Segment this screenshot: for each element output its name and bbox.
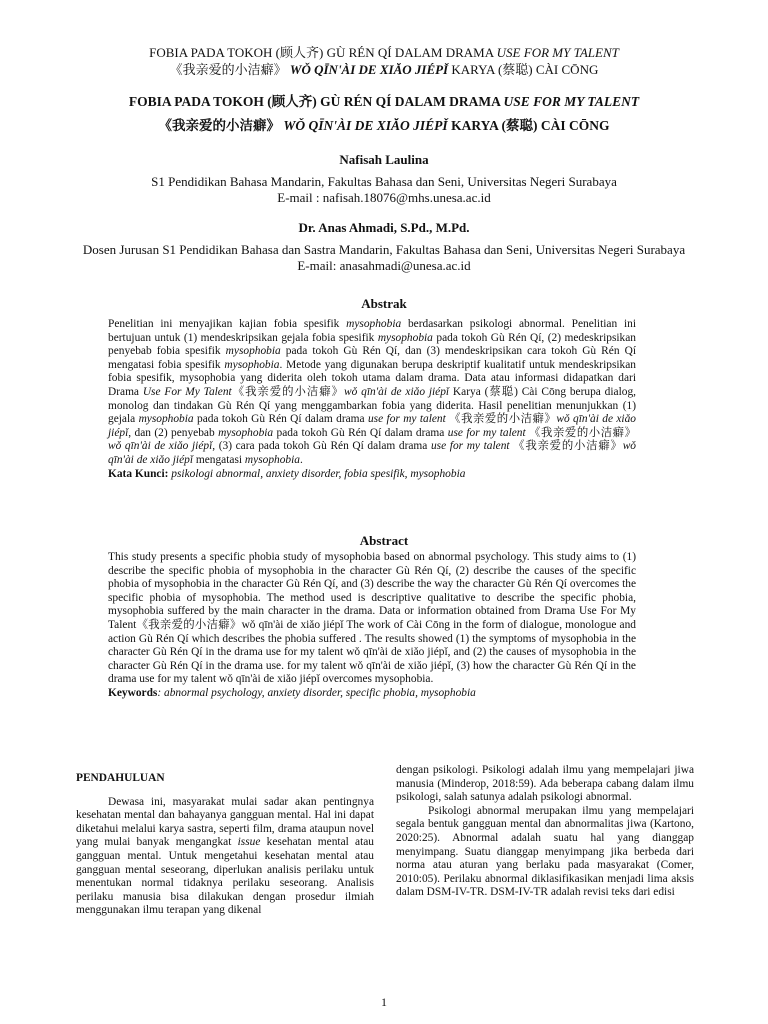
title-author: KARYA (蔡聪) CÀI CŌNG [447,118,610,133]
right-column [396,764,694,900]
kata-kunci-label: Kata Kunci: [108,467,172,480]
abstrak-term: mysophobia [346,318,402,330]
abstrak-term: mysophobia [218,426,274,439]
abstrak-term: mysophobia [224,358,280,371]
abstrak-heading: Abstrak [361,296,407,311]
abstrak-text: Penelitian ini menyajikan kajian fobia spesifik [108,318,347,330]
title-pinyin: WǑ QĪN'ÀI DE XIĂO JIÉPǏ [283,118,448,133]
keywords-values: : abnormal psychology, anxiety disorder, specific phobia, mysophobia [157,686,476,699]
abstrak-term: use for my talent [367,413,446,426]
author-1-block [0,152,768,206]
abstrak-text: . Metode yang digunakan berupa deskriptif kualitatif untuk mendeskripsikan fobia spesifik, mysophobia yang diderita oleh tokoh utama dalam drama. Data atau informasi didapatkan dari Drama [108,358,636,398]
abstrak-term: use for my talent [430,440,510,453]
left-column-paragraph [76,796,374,918]
title-drama: USE FOR MY TALENT [503,94,640,109]
header-text: FOBIA PADA TOKOH (顾人齐) GÙ RÉN QÍ DALAM DRAMA [149,45,497,60]
abstrak-text: pada tokoh Gù Rén Qí dalam drama [193,413,368,426]
abstrak-term: mysophobia [244,453,300,466]
abstrak-text: mengatasi [193,453,245,466]
abstrak-text: pada tokoh Gù Rén Qí dalam drama [273,426,448,439]
author-2-block [0,220,768,274]
abstrak-term: wǒ qīn'ài de xiǎo jiépǐ [108,413,636,439]
abstrak-term: wǒ qīn'ài de xiǎo jiépǐ [344,385,450,398]
author-2-affiliation: Dosen Jurusan S1 Pendidikan Bahasa dan Sastra Mandarin, Fakultas Bahasa dan Seni, Universitas Negeri Surabaya [82,242,686,257]
abstrak-text: Karya (蔡聪) Cài Cōng berupa dialog, monolog dan tindakan Gù Rén Qí yang menggambarkan fobia yang diderita. Hasil penelitian menunjukkan (1) gejala [108,385,636,426]
author-1-email: E-mail : nafisah.18076@mhs.unesa.ac.id [277,190,491,205]
keywords-label: Keywords [108,686,158,699]
abstrak-text: pada tokoh Gù Rén Qí, (2) medeskripsikan penyebab fobia spesifik [108,331,636,358]
abstrak-text: 《我亲爱的小洁癖》 [525,426,636,439]
paper-title-line-1 [0,90,768,114]
header-pinyin-title: WǑ QĪN'ÀI DE XIĂO JIÉPǏ [289,62,449,77]
kata-kunci [108,468,636,482]
left-column [76,772,374,918]
paragraph-text: Dewasa ini, masyarakat mulai sadar akan pentingnya kesehatan mental dan bahayanya gangguan mental. Hal ini dapat diketahui melalui karya sastra, seperti film, drama ataupun novel yang mulai banyak mengangkat [76,795,374,849]
abstract-heading: Abstract [359,533,409,548]
paper-title [0,90,768,138]
running-header-line-2 [0,61,768,78]
abstrak-term: mysophobia [138,413,194,426]
running-header-line-1 [0,44,768,61]
abstrak-text: , dan (2) penyebab [128,426,219,439]
abstract-text: This study presents a specific phobia study of mysophobia based on abnormal psychology. This study aims to (1) describe the specific phobia of mysophobia in the character Gù Rén Qí, (2) describe the causes of the specific phobia of mysophobia in the character Gù Rén Qí, and (3) describe the way the character Gù Rén Qí overcomes the specific phobia of mysophobia. The method used is descriptive qualitative to describe the specific phobia, mysophobia suffered by the main character in the drama. Data or information obtained from Drama Use For My Talent《我亲爱的小洁癖》wǒ qīn'ài de xiǎo jiépǐ The work of Cài Cōng in the form of dialogue, monologue and action Gù Rén Qí which describes the phobia suffered . The results showed (1) the symptoms of mysophobia in the character Gù Rén Qí in the drama use for my talent wǒ qīn'ài de xiǎo jiépǐ, and (2) the causes of mysophobia in the character Gù Rén Qí in the drama use. for my talent wǒ qīn'ài de xiǎo jiépǐ, (3) how the character Gù Rén Qí in the drama use for my talent wǒ qīn'ài de xiǎo jiépǐ overcomes mysophobia. [108,551,636,686]
page-number: 1 [381,995,387,1009]
abstrak-body [108,318,636,481]
title-text: FOBIA PADA TOKOH (顾人齐) GÙ RÉN QÍ DALAM DRAMA [128,94,504,109]
abstrak-text: berdasarkan psikologi abnormal. Penelitian ini bertujuan untuk (1) mendeskripsikan gejala fobia spesifik [108,318,636,344]
paragraph-term: issue [237,836,261,849]
abstrak-text: 《我亲爱的小洁癖》 [509,440,623,453]
paper-title-line-2 [0,114,768,138]
author-2-name: Dr. Anas Ahmadi, S.Pd., M.Pd. [298,220,470,235]
abstrak-term: Use For My Talent [142,385,232,398]
running-header [0,44,768,78]
abstrak-text: pada tokoh Gù Rén Qí, dan (3) mendeskripsikan cara tokoh Gù Rén Qí mengatasi fobia spesifik [108,345,636,371]
author-2-email: E-mail: anasahmadi@unesa.ac.id [297,258,471,273]
kata-kunci-values: psikologi abnormal, anxiety disorder, fobia spesifik, mysophobia [171,467,466,480]
abstrak-text: 《我亲爱的小洁癖》 [231,385,345,398]
abstrak-text: , (3) cara pada tokoh Gù Rén Qí dalam drama [212,440,431,453]
author-1-affiliation: S1 Pendidikan Bahasa Mandarin, Fakultas Bahasa dan Seni, Universitas Negeri Surabaya [151,174,617,189]
author-1-name: Nafisah Laulina [339,152,429,167]
abstrak-term: wǒ qīn'ài de xiǎo jiépǐ [108,440,636,466]
keywords [108,687,636,701]
right-column-paragraph-2: Psikologi abnormal merupakan ilmu yang mempelajari segala bentuk gangguan mental dan abnormalitas jiwa (Kartono, 2020:25). Abnormal adalah suatu hal yang dianggap menyimpang. Suatu dianggap menyimpang jika berbeda dari norma atau aturan yang berlaku pada masyarakat (Comer, 2010:05). Perilaku abnormal diklasifikasikan menjadi lima aksis dalam DSM-IV-TR. DSM-IV-TR adalah revisi teks dari edisi [396,804,694,899]
header-drama-title: USE FOR MY TALENT [496,45,619,60]
abstrak-text: 《我亲爱的小洁癖》 [445,413,557,426]
abstrak-term: use for my talent [447,426,526,439]
abstrak-term: wǒ qīn'ài de xiǎo jiépǐ [108,440,213,453]
abstrak-term: mysophobia [225,345,281,358]
section-heading-pendahuluan: PENDAHULUAN [76,772,165,784]
right-column-paragraph-1: dengan psikologi. Psikologi adalah ilmu yang mempelajari jiwa manusia (Minderop, 2018:59). Ada beberapa cabang dalam ilmu psikologi, salah satunya adalah psikologi abnormal. [396,764,694,804]
header-chinese-title: 《我亲爱的小洁癖》 [169,62,287,77]
header-author-text: KARYA (蔡聪) CÀI CŌNG [448,62,599,77]
abstract-body [108,551,636,701]
title-chinese: 《我亲爱的小洁癖》 [158,118,281,133]
abstrak-term: mysophobia [377,331,433,344]
abstrak-text: . [299,453,303,466]
paragraph-text: kesehatan mental atau gangguan mental. Untuk mengetahui kesehatan mental atau gangguan mental seseorang, diperlukan analisis perilaku untuk menentukan normal tidaknya perilaku seseorang. Analisis perilaku manusia bisa dilakukan dengan prosedur ilmiah menggunakan ilmu terapan yang dikenal [76,836,374,917]
